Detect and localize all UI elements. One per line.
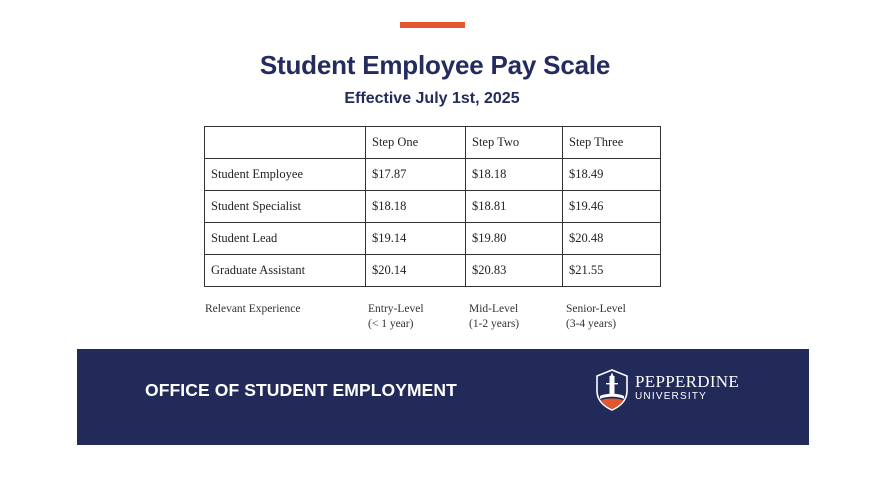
column-header-step-two: Step Two: [466, 127, 563, 159]
pay-cell: $18.81: [466, 191, 563, 223]
experience-level-entry: [368, 302, 424, 332]
level-range: (1-2 years): [469, 318, 520, 330]
pay-cell: $18.49: [563, 159, 661, 191]
pay-cell: $18.18: [366, 191, 466, 223]
footer-banner: [77, 349, 809, 445]
page-subtitle: Effective July 1st, 2025: [344, 90, 520, 107]
experience-level-mid: [469, 302, 519, 332]
pay-cell: $20.14: [366, 255, 466, 287]
level-range: (3-4 years): [566, 318, 617, 330]
pay-cell: $21.55: [563, 255, 661, 287]
row-role: Graduate Assistant: [205, 255, 366, 287]
column-header-empty: [205, 127, 366, 159]
accent-bar: [400, 22, 465, 28]
pay-cell: $20.83: [466, 255, 563, 287]
pay-cell: $17.87: [366, 159, 466, 191]
office-name: OFFICE OF STUDENT EMPLOYMENT: [145, 380, 457, 400]
column-header-step-three: Step Three: [563, 127, 661, 159]
table-row: [205, 255, 661, 287]
table-row: [205, 159, 661, 191]
level-name: Entry-Level: [368, 303, 424, 315]
row-role: Student Employee: [205, 159, 366, 191]
pay-cell: $19.46: [563, 191, 661, 223]
logo-sub: UNIVERSITY: [635, 391, 708, 402]
pepperdine-shield-icon: [595, 369, 629, 411]
row-role: Student Lead: [205, 223, 366, 255]
level-range: (< 1 year): [368, 318, 414, 330]
level-name: Senior-Level: [566, 303, 626, 315]
table-row: [205, 191, 661, 223]
pepperdine-logo: [595, 369, 755, 413]
row-role: Student Specialist: [205, 191, 366, 223]
logo-name: PEPPERDINE: [635, 372, 740, 391]
pay-cell: $20.48: [563, 223, 661, 255]
column-header-step-one: Step One: [366, 127, 466, 159]
pay-cell: $18.18: [466, 159, 563, 191]
experience-label: Relevant Experience: [205, 303, 301, 315]
experience-level-senior: [566, 302, 626, 332]
table-header-row: [205, 127, 661, 159]
table-row: [205, 223, 661, 255]
pay-cell: $19.14: [366, 223, 466, 255]
pay-scale-table: [204, 126, 661, 287]
pay-cell: $19.80: [466, 223, 563, 255]
level-name: Mid-Level: [469, 303, 519, 315]
page-title: Student Employee Pay Scale: [259, 50, 611, 80]
